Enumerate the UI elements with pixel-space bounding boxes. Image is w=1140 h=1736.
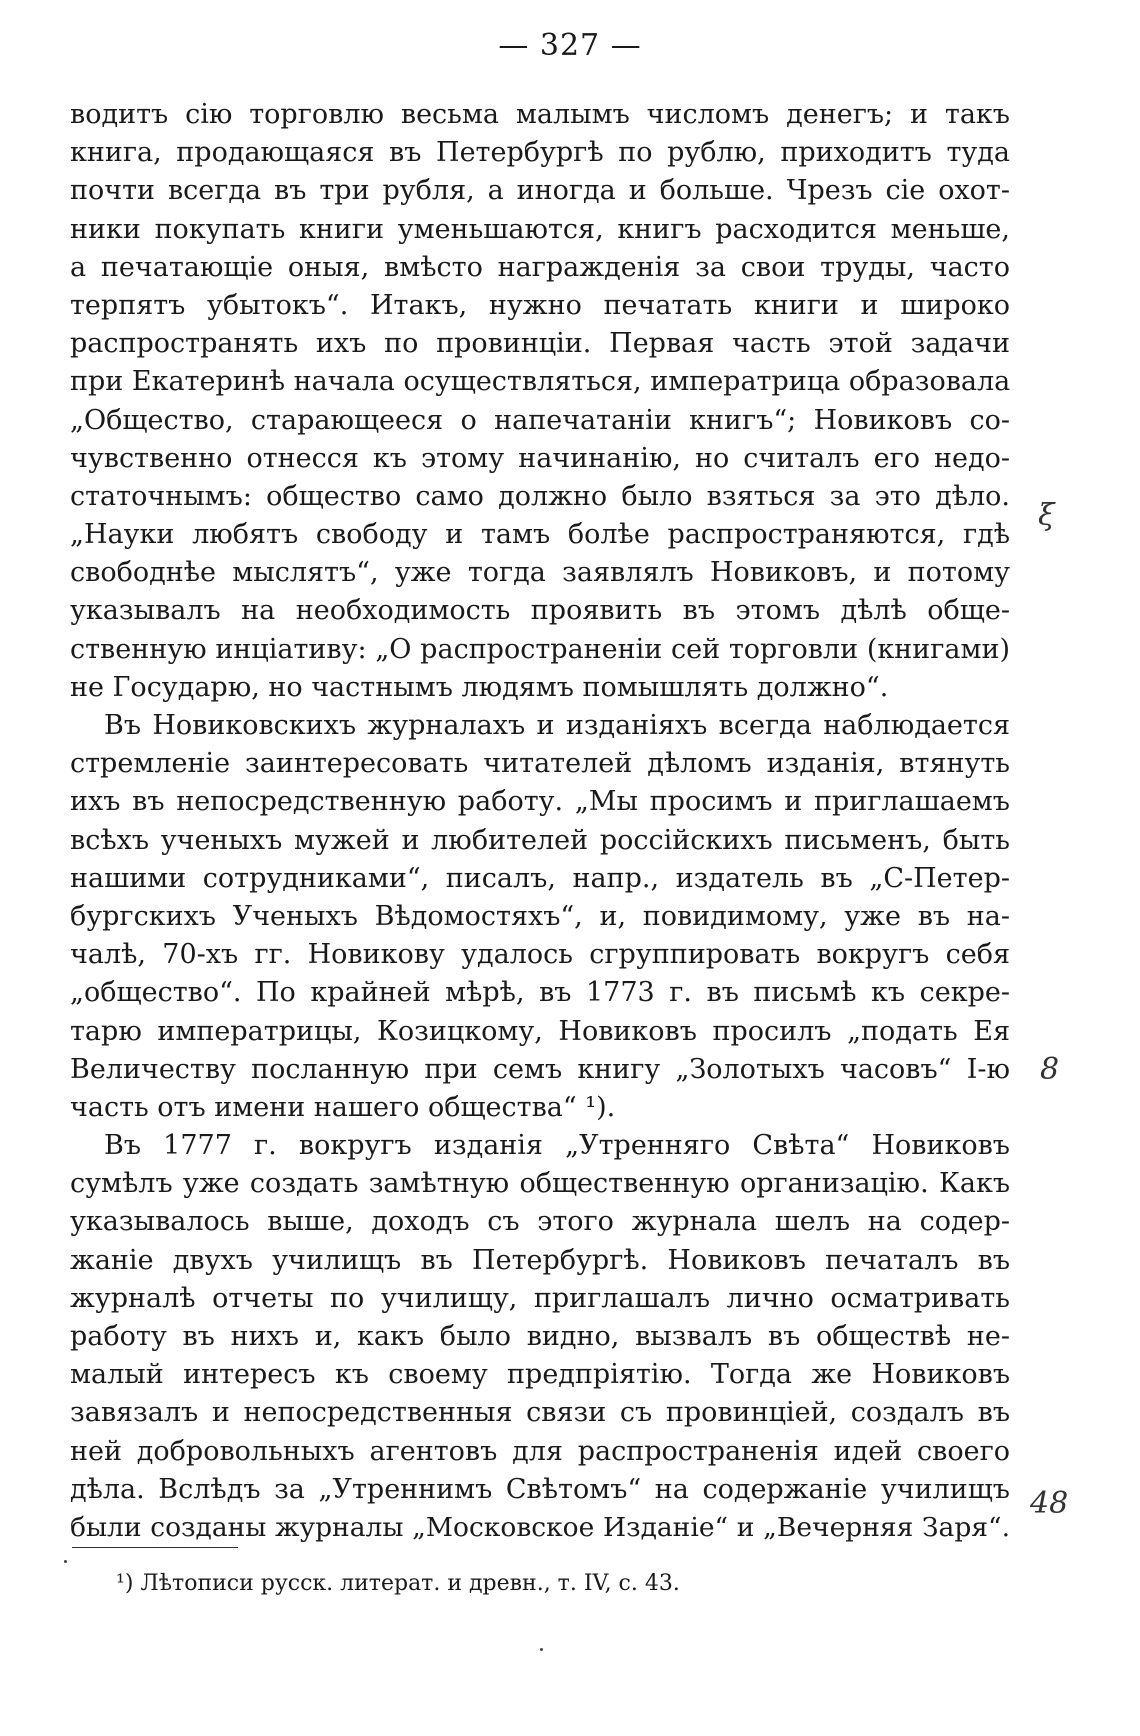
footnote-text: Лѣтописи русск. литерат. и древн., т. IV, с. 43. [140,1571,680,1596]
text-line: терпятъ убытокъ“. Итакъ, нужно печатать книги и широко [70,289,1010,321]
text-line: свободнѣе мыслятъ“, уже тогда заявлялъ Новиковъ, и потому [70,557,1010,589]
margin-note: 48 [1030,1486,1069,1521]
text-line: Въ Новиковскихъ журналахъ и изданіяхъ всегда наблюдается [104,710,1010,741]
text-line: чувственно отнесся къ этому начинанію, но считалъ его недо- [70,442,1010,474]
text-line: часть отъ имени нашего общества“ ¹). [70,1091,616,1123]
text-line: почти всегда въ три рубля, а иногда и больше. Чрезъ сіе охот- [70,175,1010,207]
paper-speck [540,1648,543,1651]
text-line: дѣла. Вслѣдъ за „Утреннимъ Свѣтомъ“ на содержаніе училищъ [70,1473,1010,1505]
text-line: всѣхъ ученыхъ мужей и любителей россійскихъ письменъ, быть [70,824,1010,856]
text-line: работу въ нихъ и, какъ было видно, вызвалъ въ обществѣ не- [70,1321,1010,1352]
text-line: были созданы журналы „Московское Изданіе“ и „Вечерняя Заря“. [70,1511,1010,1543]
text-line: сумѣлъ уже создать замѣтную общественную организацію. Какъ [70,1168,1010,1200]
text-line: ихъ въ непосредственную работу. „Мы просимъ и приглашаемъ [70,786,1010,818]
text-line: стремленіе заинтересовать читателей дѣломъ изданія, втянуть [70,748,1010,780]
footnote-divider [72,1547,238,1548]
text-line: нашими сотрудниками“, писалъ, напр., издатель въ „С-Петер- [70,862,1010,894]
text-line: малый интересъ къ своему предпріятію. Тогда же Новиковъ [70,1359,1010,1391]
text-line: Въ 1777 г. вокругъ изданія „Утренняго Свѣта“ Новиковъ [104,1130,1010,1162]
text-line: журналѣ отчеты по училищу, приглашалъ лично осматривать [70,1282,1010,1314]
text-line: Величеству посланную при семъ книгу „Золотыхъ часовъ“ I-ю [70,1053,1010,1085]
footnote-marker: ¹) [116,1571,134,1596]
text-line: „общество“. По крайней мѣрѣ, въ 1773 г. въ письмѣ къ секре- [70,977,1010,1009]
text-line: распространять ихъ по провинціи. Первая часть этой задачи [70,328,1010,360]
text-line: при Екатеринѣ начала осуществляться, императрица образовала [70,366,1011,398]
text-line: книга, продающаяся въ Петербургѣ по рублю, приходитъ туда [70,137,1010,169]
text-line: ственную инціативу: „О распространеніи сей торговли (книгами) [70,633,1010,665]
text-line: бургскихъ Ученыхъ Вѣдомостяхъ“, и, повидимому, уже въ на- [70,900,1010,932]
text-line: „Науки любятъ свободу и тамъ болѣе распространяются, гдѣ [70,519,1010,551]
text-line: чалѣ, 70-хъ гг. Новикову удалось сгруппировать вокругъ себя [70,939,1010,971]
text-line: указывалъ на необходимость проявить въ этомъ дѣлѣ обще- [70,595,1010,627]
body-text [70,96,1010,1547]
text-line: указывалось выше, доходъ съ этого журнала шелъ на содер- [70,1206,1010,1238]
text-line: тарю императрицы, Козицкому, Новиковъ просилъ „подать Ея [70,1015,1010,1047]
margin-note: ξ [1038,498,1055,533]
text-line: не Государю, но частнымъ людямъ помышлять должно“. [70,671,889,703]
text-line: а печатающіе оныя, вмѣсто награжденія за свои труды, часто [70,251,1010,283]
text-line: ники покупать книги уменьшаются, книгъ расходится меньше, [70,213,1010,245]
text-line: „Общество, старающееся о напечатаніи книгъ“; Новиковъ со- [70,404,1010,436]
page-number: — 327 — [498,28,642,63]
footnote [116,1571,680,1596]
text-line: завязалъ и непосредственныя связи съ провинціей, создалъ въ [70,1397,1010,1429]
margin-note: 8 [1040,1052,1060,1087]
text-line: жаніе двухъ училищъ въ Петербургѣ. Новиковъ печаталъ въ [70,1244,1010,1276]
paper-speck [64,1560,67,1563]
text-line: статочнымъ: общество само должно было взяться за это дѣло. [70,480,1010,512]
text-line: водитъ сію торговлю весьма малымъ числомъ денегъ; и такъ [70,99,1010,130]
text-line: ней добровольныхъ агентовъ для распространенія идей своего [70,1435,1010,1467]
